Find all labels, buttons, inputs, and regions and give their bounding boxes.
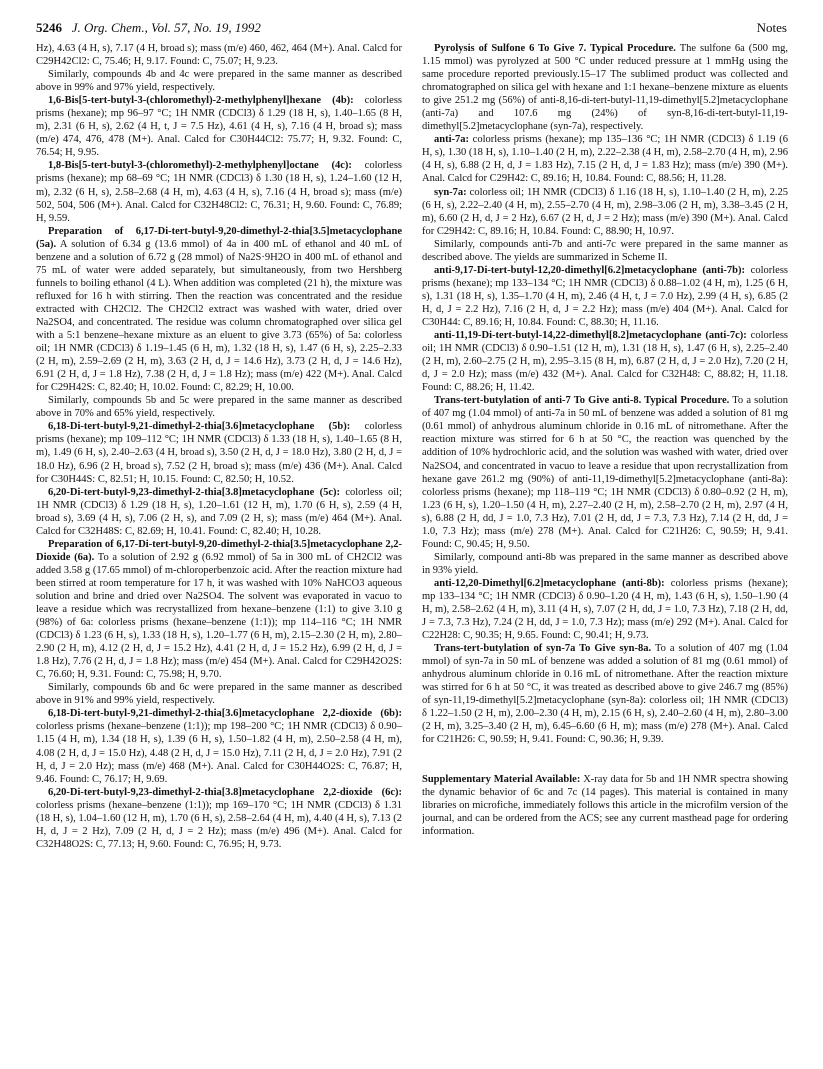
paragraph-text: colorless prisms (hexane); mp 68–69 °C; 1H NMR (CDCl3) δ 1.30 (18 H, s), 1.24–1.60 (12 H, m), 2.32 (6 H, s), 2.58–2.68 (4 H, m), 4.63 (4 H, s), 7.16 (4 H, broad s); mass (m/e) 502, 504, 506 (M+). Anal. Calcd for C32H48Cl2: C, 76.31; H, 9.60. Found: C, 76.89; H, 9.59.	[36, 160, 402, 224]
paragraph-lead: syn-7a:	[434, 186, 467, 198]
supplementary-heading: Supplementary Material Available:	[422, 773, 581, 785]
page-number: 5246	[36, 20, 62, 35]
paragraph	[422, 264, 788, 329]
paragraph	[36, 707, 402, 785]
paragraph-text: colorless oil; 1H NMR (CDCl3) δ 1.16 (18 H, s), 1.10–1.40 (2 H, m), 2.25 (6 H, s), 2.22–2.40 (4 H, m), 2.55–2.70 (4 H, m), 2.98–3.06 (2 H, m), 3.38–3.45 (2 H, m), 6.60 (2 H, d, J = 2 Hz), 6.67 (2 H, d, J = 2 Hz); mass (m/e) 390 (M+). Anal. Calcd for C29H42: C, 89.16; H, 10.84. Found: C, 88.90; H, 10.97.	[422, 186, 788, 237]
paragraph-lead: 6,18-Di-tert-butyl-9,21-dimethyl-2-thia[3.6]metacyclophane 2,2-dioxide (6b):	[48, 708, 402, 720]
supplementary-text: X-ray data for 5b and 1H NMR spectra showing the dynamic behavior of 6c and 7c (14 pages). This material is contained in many libraries on microfiche, immediately follows this article in the microfilm version of the journal, and can be ordered from the ACS; see any current masthead page for ordering information.	[422, 773, 788, 837]
paragraph	[422, 238, 788, 264]
right-column	[422, 42, 788, 1052]
header-left	[36, 20, 261, 36]
paragraph-text: Hz), 4.63 (4 H, s), 7.17 (4 H, broad s); mass (m/e) 460, 462, 464 (M+). Anal. Calcd for C29H42Cl2: C, 75.46; H, 9.17. Found: C, 75.07; H, 9.23.	[36, 43, 402, 68]
paragraph	[36, 42, 402, 68]
left-column	[36, 42, 402, 1052]
paragraph	[422, 186, 788, 238]
paragraph-lead: 6,18-Di-tert-butyl-9,21-dimethyl-2-thia[3.6]metacyclophane (5b):	[48, 421, 351, 433]
paragraph-text: colorless prisms (hexane); mp 133–134 °C; 1H NMR (CDCl3) δ 0.88–1.02 (4 H, m), 1.25 (6 H, s), 1.31 (18 H, s), 1.35–1.70 (4 H, m), 2.46 (4 H, t, J = 7.0 Hz), 2.99 (4 H, s), 6.85 (2 H, d, J = 2.2 Hz), 7.16 (2 H, d, J = 2.2 Hz); mass (m/e) 404 (M+). Anal. Calcd for C30H44: C, 89.16; H, 10.84. Found: C, 88.30; H, 11.16.	[422, 264, 788, 328]
paragraph-text: Similarly, compounds 5b and 5c were prepared in the same manner as described above in 70% and 65% yield, respectively.	[36, 395, 402, 420]
paragraph-lead: Pyrolysis of Sulfone 6 To Give 7. Typical Procedure.	[434, 43, 676, 54]
paragraph-text: Similarly, compounds anti-7b and anti-7c were prepared in the same manner as described above. The yields are summarized in Scheme II.	[422, 238, 788, 263]
paragraph-text: To a solution of 2.92 g (6.92 mmol) of 5a in 300 mL of CH2Cl2 was added 3.58 g (17.65 mmol) of m-chloroperbenzoic acid. After the reaction mixture had been stirred at room temperature for 17 h, it was washed with 10% NaHCO3 aqueous solution and brine and dried over Na2SO4. The solvent was evaporated in vacuo to leave a residue which was recrystallized from hexane–benzene (1:1) to give 3.10 g (98%) of 6a: colorless prisms (hexane–benzene (1:1)); mp 114–116 °C; 1H NMR (CDCl3) δ 1.23 (6 H, s), 1.33 (18 H, s), 1.20–1.77 (6 H, m), 2.15–2.30 (2 H, m), 2.80–2.90 (2 H, m), 4.12 (2 H, d, J = 15.2 Hz), 4.41 (2 H, d, J = 15.2 Hz), 6.99 (2 H, d, J = 1.8 Hz), 7.76 (2 H, d, J = 1.8 Hz); mass (m/e) 454 (M+). Anal. Calcd for C29H42O2S: C, 76.60; H, 9.31. Found: C, 75.98; H, 9.70.	[36, 551, 402, 681]
paragraph	[36, 420, 402, 485]
paragraph	[36, 538, 402, 682]
paragraph-text: colorless oil; 1H NMR (CDCl3) δ 0.90–1.51 (12 H, m), 1.31 (18 H, s), 1.47 (6 H, s), 2.25–2.40 (2 H, m), 2.60–2.75 (2 H, m), 2.95–3.15 (8 H, m), 6.87 (2 H, d, J = 2.0 Hz), 7.20 (2 H, d, J = 2.0 Hz); mass (m/e) 432 (M+). Anal. Calcd for C32H48: C, 88.82; H, 11.18. Found: C, 88.26; H, 11.42.	[422, 330, 788, 394]
paragraph-text: To a solution of 407 mg (1.04 mmol) of syn-7a in 50 mL of benzene was added a solution of 81 mg (0.61 mmol) of anhydrous aluminum chloride in 0.16 mL of nitromethane. After the reaction mixture was stirred for 6 h at 50 °C, it was treated as described above to give 246.7 mg (85%) of syn-11,19-dimethyl[5.2]metacyclophane (syn-8a): colorless oil; 1H NMR (CDCl3) δ 1.22–1.50 (2 H, m), 2.00–2.30 (4 H, m), 2.15 (6 H, s), 2.40–2.60 (4 H, m), 2.80–3.00 (2 H, m), 3.25–3.40 (2 H, m), 6.45–6.60 (6 H, m); mass (m/e) 278 (M+). Anal. Calcd for C21H26: C, 90.59; H, 9.41. Found: C, 90.36; H, 9.39.	[422, 643, 788, 746]
paragraph	[422, 42, 788, 133]
journal-citation: J. Org. Chem., Vol. 57, No. 19, 1992	[71, 20, 261, 35]
paragraph-lead: anti-9,17-Di-tert-butyl-12,20-dimethyl[6.2]metacyclophane (anti-7b):	[434, 264, 745, 276]
paragraph	[422, 577, 788, 642]
paragraph	[422, 642, 788, 746]
supplementary-material-note	[422, 773, 788, 838]
paragraph	[36, 225, 402, 395]
paragraph-lead: anti-7a:	[434, 134, 469, 146]
paragraph	[36, 68, 402, 94]
paragraph	[36, 394, 402, 420]
paragraph-text: Similarly, compounds 6b and 6c were prepared in the same manner as described above in 91% and 99% yield, respectively.	[36, 682, 402, 707]
paragraph-lead: Trans-tert-butylation of anti-7 To Give anti-8. Typical Procedure.	[434, 395, 730, 407]
paragraph	[422, 329, 788, 394]
paragraph-text: colorless prisms (hexane); mp 96–97 °C; 1H NMR (CDCl3) δ 1.29 (18 H, s), 1.40–1.65 (8 H, m), 2.31 (6 H, s), 2.62 (4 H, t, J = 7.5 Hz), 4.61 (4 H, s), 7.16 (4 H, broad s); mass (m/e) 474, 476, 478 (M+). Anal. Calcd for C30H44Cl2: 75.77; H, 9.32. Found: C, 76.54; H, 9.95.	[36, 95, 402, 159]
paragraph-lead: Preparation of 6,17-Di-tert-butyl-9,20-dimethyl-2-thia[3.5]metacyclophane 2,2-Dioxide (6a).	[36, 538, 402, 563]
paragraph-text: colorless prisms (hexane); mp 133–134 °C; 1H NMR (CDCl3) δ 0.90–1.20 (4 H, m), 1.43 (6 H, s), 1.50–1.90 (4 H, m), 2.58–2.62 (4 H, m), 3.11 (4 H, s), 7.07 (2 H, dd, J = 1.0, 7.3 Hz), 7.18 (2 H, dd, J = 7.3, 7.3 Hz), 7.24 (2 H, dd, J = 1.0, 7.3 Hz); mass (m/e) 292 (M+). Anal. Calcd for C22H28: C, 90.35; H, 9.65. Found: C, 90.41; H, 9.73.	[422, 577, 788, 642]
paragraph-lead: Trans-tert-butylation of syn-7a To Give syn-8a.	[434, 643, 652, 655]
paragraph-text: Similarly, compounds 4b and 4c were prepared in the same manner as described above in 99% and 97% yield, respectively.	[36, 69, 402, 94]
paragraph-text: colorless prisms (hexane); mp 109–112 °C; 1H NMR (CDCl3) δ 1.33 (18 H, s), 1.40–1.65 (8 H, m), 1.49 (6 H, s), 2.40–2.63 (4 H, broad s), 3.50 (2 H, d, J = 18.0 Hz), 3.80 (2 H, d, J = 18.0 Hz), 6.96 (2 H, broad s), 7.52 (2 H, broad s); mass (m/e) 436 (M+). Anal. Calcd for C30H44S: C, 82.51; H, 10.15. Found: C, 82.50; H, 10.52.	[36, 421, 402, 485]
paragraph-lead: Preparation of 6,17-Di-tert-butyl-9,20-dimethyl-2-thia[3.5]metacyclophane (5a).	[36, 225, 402, 250]
paragraph-lead: 1,6-Bis[5-tert-butyl-3-(chloromethyl)-2-methylphenyl]hexane (4b):	[48, 95, 354, 107]
paragraph-text: The sulfone 6a (500 mg, 1.15 mmol) was pyrolyzed at 500 °C under reduced pressure at 1 mmHg using the same procedure reported previously.15–17 The sublimed product was collected and chromatographed on silica gel with hexane and 1:1 hexane–benzene mixture as eluents to give 251.2 mg (56%) of anti-8,16-di-tert-butyl-11,19-dimethyl[5.2]metacyclophane (anti-7a) and 107.6 mg (24%) of syn-8,16-di-tert-butyl-11,19-dimethyl[5.2]metacyclophane (syn-7a), respectively.	[422, 43, 788, 133]
running-header	[36, 20, 787, 42]
paragraph-lead: 1,8-Bis[5-tert-butyl-3-(chloromethyl)-2-methylphenyl]octane (4c):	[48, 160, 352, 172]
paragraph	[36, 786, 402, 851]
paragraph	[36, 681, 402, 707]
paragraph	[36, 486, 402, 538]
paragraph-text: To a solution of 407 mg (1.04 mmol) of anti-7a in 50 mL of benzene was added a solution of 81 mg (0.61 mmol) of anhydrous aluminum chloride in 0.16 mL of nitromethane. After the reaction mixture was stirred for 6 h at 50 °C, the reaction was quenched by the addition of 10% hydrochloric acid, and the solution was washed with water, dried over Na2SO4, and concentrated in vacuo to leave a residue that upon recrystallization from hexane gave 261.2 mg (90%) of anti-11,19-dimethyl[5.2]metacyclophane (anti-8a): colorless prisms (hexane); mp 118–119 °C; 1H NMR (CDCl3) δ 0.80–0.92 (2 H, m), 1.23 (6 H, s), 1.20–1.50 (4 H, m), 2.27–2.40 (2 H, m), 2.58–2.70 (2 H, m), 2.97 (4 H, s), 6.88 (2 H, dd, J = 1.0, 7.3 Hz), 7.01 (2 H, dd, J = 7.3, 7.3 Hz), 7.14 (2 H, dd, J = 1.0, 7.3 Hz); mass (m/e) 278 (M+). Anal. Calcd for C21H26: C, 90.59; H, 9.41. Found: C, 90.45; H, 9.50.	[422, 395, 788, 550]
paragraph-text: A solution of 6.34 g (13.6 mmol) of 4a in 400 mL of ethanol and 40 mL of benzene and a solution of 6.72 g (28 mmol) of Na2S·9H2O in 400 mL of ethanol and 75 mL of water were added separately, but simultaneously, from two Hershberg funnels to boiling ethanol (4 L). When addition was completed (21 h), the mixture was refluxed for 16 h with stirring. Then the reaction was concentrated and the residue extracted with CH2Cl2. The CH2Cl2 extract was washed with water, dried over Na2SO4, and concentrated. The residue was column chromatographed over silica gel with a 5:1 benzene–hexane mixture as an eluent to give 3.73 (65%) of 5a: colorless oil; 1H NMR (CDCl3) δ 1.19–1.45 (6 H, m), 1.32 (18 H, s), 1.47 (6 H, s), 2.25–2.33 (2 H, m), 2.59–2.69 (2 H, m), 3.63 (2 H, d, J = 14.6 Hz), 3.73 (2 H, d, J = 14.6 Hz), 6.91 (2 H, d, J = 1.8 Hz), 7.38 (2 H, d, J = 1.8 Hz); mass (m/e) 422 (M+). Anal. Calcd for C29H42S: C, 82.40; H, 10.02. Found: C, 82.29; H, 10.00.	[36, 238, 402, 394]
paragraph-text: colorless oil; 1H NMR (CDCl3) δ 1.29 (18 H, s), 1.20–1.61 (12 H, m), 1.70 (6 H, s), 2.59 (4 H, broad s), 3.69 (4 H, s), 7.06 (2 H, s), and 7.09 (2 H, s); mass (m/e) 464 (M+). Anal. Calcd for C32H48S: C, 82.69; H, 10.41. Found: C, 82.40; H, 10.28.	[36, 486, 402, 537]
paragraph-text: colorless prisms (hexane–benzene (1:1)); mp 169–170 °C; 1H NMR (CDCl3) δ 1.31 (18 H, s), 1.04–1.60 (12 H, m), 1.70 (6 H, s), 2.58–2.64 (4 H, m), 4.40 (4 H, s), 7.13 (2 H, d, J = 2 Hz), 7.09 (2 H, d, J = 2 Hz); mass (m/e) 496 (M+). Anal. Calcd for C32H48O2S: C, 77.13; H, 9.60. Found: C, 76.95; H, 9.73.	[36, 799, 402, 850]
paragraph-lead: 6,20-Di-tert-butyl-9,23-dimethyl-2-thia[3.8]metacyclophane (5c):	[48, 486, 340, 498]
paragraph-lead: anti-12,20-Dimethyl[6.2]metacyclophane (anti-8b):	[434, 577, 665, 589]
paragraph	[422, 394, 788, 551]
paragraph	[36, 94, 402, 159]
paragraph-text: Similarly, compound anti-8b was prepared in the same manner as described above in 93% yield.	[422, 551, 788, 576]
paragraph	[422, 133, 788, 185]
paragraph	[422, 551, 788, 577]
paragraph-text: colorless prisms (hexane); mp 135–136 °C; 1H NMR (CDCl3) δ 1.19 (6 H, s), 1.30 (18 H, s), 1.10–1.40 (2 H, m), 2.22–2.38 (4 H, m), 2.58–2.70 (4 H, m), 2.96 (4 H, s), 6.88 (2 H, d, J = 1.83 Hz), 7.15 (2 H, d, J = 1.83 Hz); mass (m/e) 390 (M+). Anal. Calcd for C29H42: C, 89.16; H, 10.84. Found: C, 88.56; H, 11.28.	[422, 134, 788, 185]
paragraph	[36, 159, 402, 224]
paragraph-lead: anti-11,19-Di-tert-butyl-14,22-dimethyl[8.2]metacyclophane (anti-7c):	[434, 330, 747, 342]
section-name: Notes	[756, 20, 787, 35]
paragraph-lead: 6,20-Di-tert-butyl-9,23-dimethyl-2-thia[3.8]metacyclophane 2,2-dioxide (6c):	[48, 786, 402, 798]
paragraph-text: colorless prisms (hexane–benzene (1:1)); mp 198–200 °C; 1H NMR (CDCl3) δ 0.90–1.15 (4 H, m), 1.34 (18 H, s), 1.39 (6 H, s), 1.50–1.82 (4 H, m), 2.50–2.58 (4 H, m), 4.08 (2 H, d, J = 15.0 Hz), 4.48 (2 H, d, J = 15.0 Hz), 7.11 (2 H, d, J = 2.0 Hz), 7.91 (2 H, d, J = 2.0 Hz); mass (m/e) 468 (M+). Anal. Calcd for C30H44O2S: C, 76.87; H, 9.46. Found: C, 76.17; H, 9.69.	[36, 721, 402, 785]
